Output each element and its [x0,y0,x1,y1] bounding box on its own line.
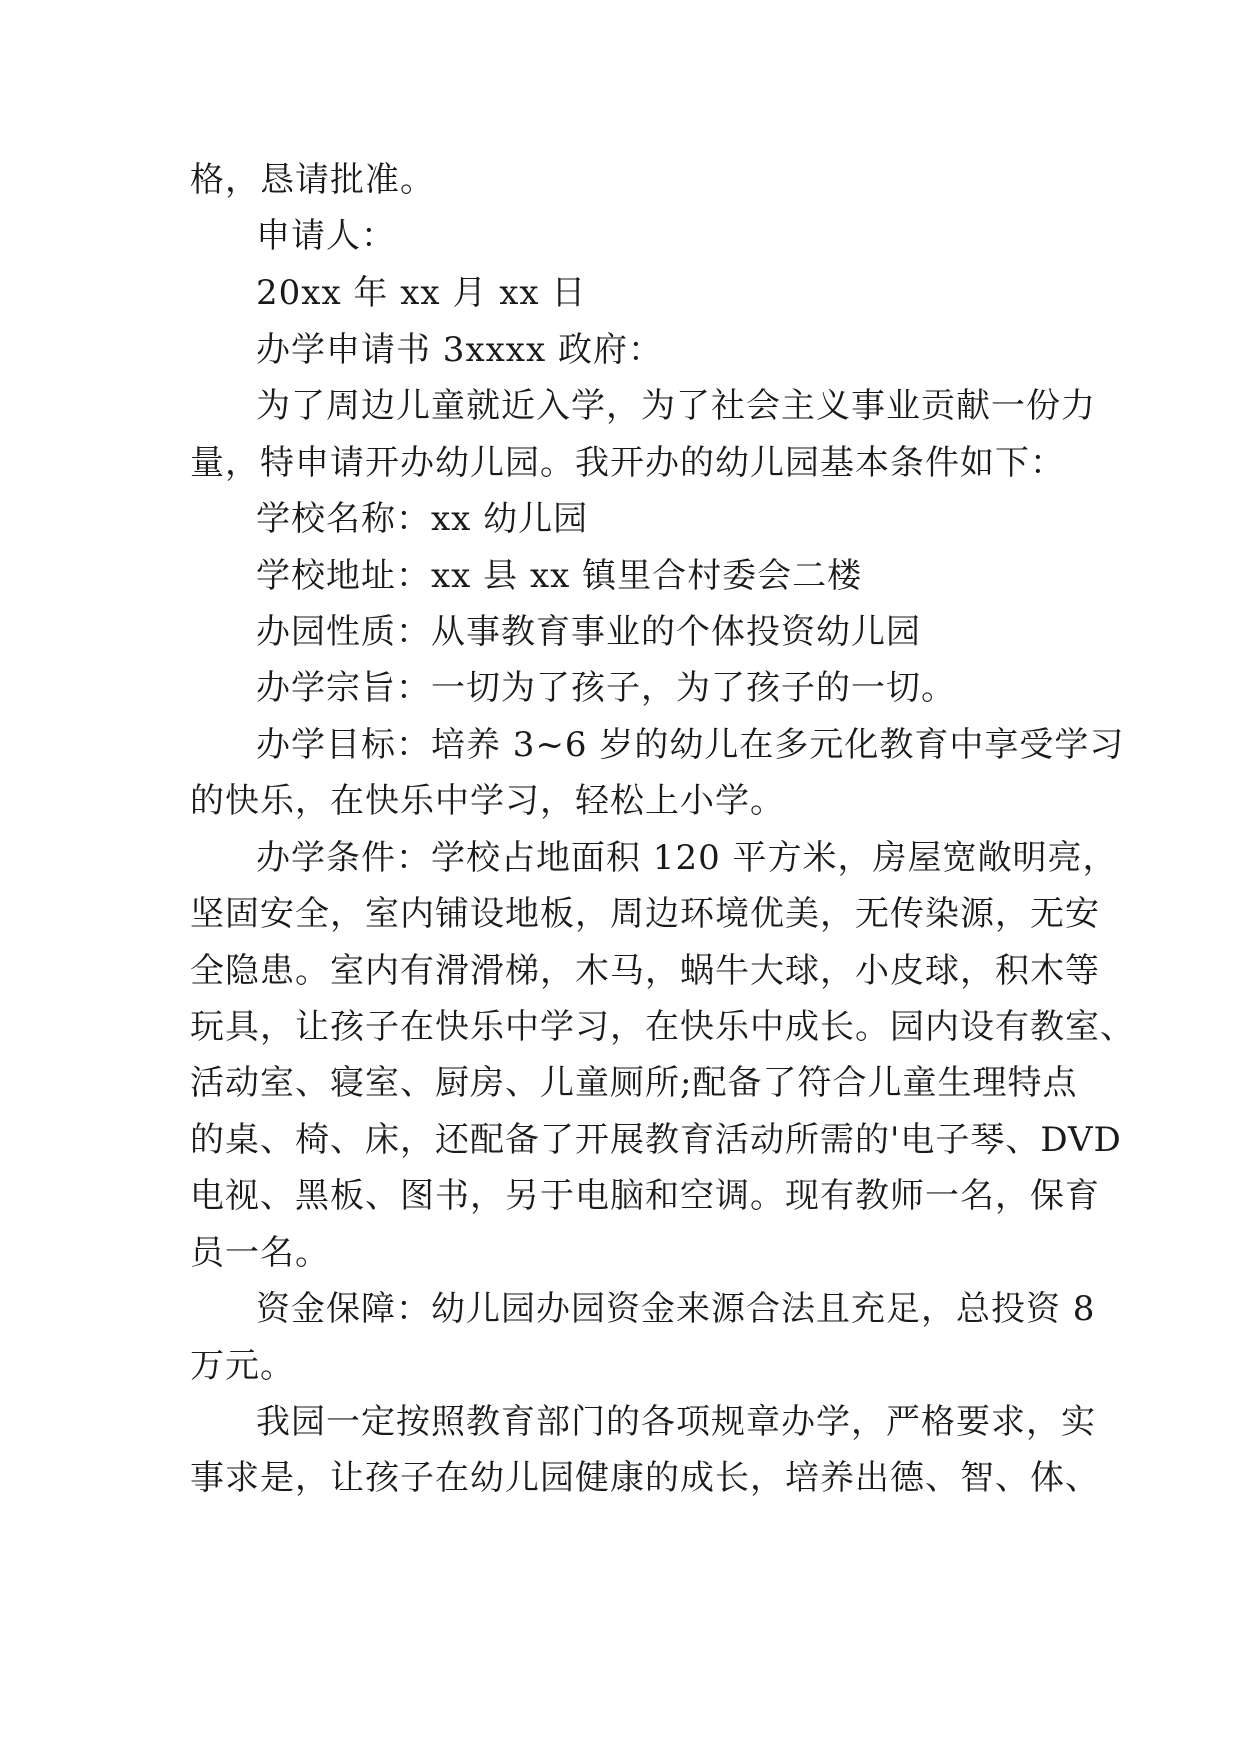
text-line-19: 电视、黑板、图书，另于电脑和空调。现有教师一名，保育 [190,1176,1100,1216]
text-line-4: 办学申请书 3xxxx 政府： [256,330,663,370]
text-line-9: 办园性质：从事教育事业的个体投资幼儿园 [256,612,921,652]
text-line-16: 玩具，让孩子在快乐中学习，在快乐中成长。园内设有教室、 [190,1007,1135,1047]
text-line-17: 活动室、寝室、厨房、儿童厕所;配备了符合儿童生理特点 [190,1063,1078,1103]
text-line-13: 办学条件：学校占地面积 120 平方米，房屋宽敞明亮， [256,838,1118,878]
text-line-10: 办学宗旨：一切为了孩子，为了孩子的一切。 [256,668,956,708]
text-line-24: 事求是，让孩子在幼儿园健康的成长，培养出德、智、体、 [190,1458,1100,1498]
text-line-3: 20xx 年 xx 月 xx 日 [256,273,587,313]
text-line-23: 我园一定按照教育部门的各项规章办学，严格要求，实 [256,1402,1096,1442]
text-line-20: 员一名。 [190,1233,330,1273]
text-line-21: 资金保障：幼儿园办园资金来源合法且充足，总投资 8 [256,1289,1096,1329]
text-line-8: 学校地址：xx 县 xx 镇里合村委会二楼 [256,556,863,596]
text-line-11: 办学目标：培养 3~6 岁的幼儿在多元化教育中享受学习 [256,725,1125,765]
text-line-1: 格，恳请批准。 [190,160,435,200]
text-line-6: 量，特申请开办幼儿园。我开办的幼儿园基本条件如下： [190,443,1065,483]
text-line-2: 申请人： [256,216,396,256]
text-line-15: 全隐患。室内有滑滑梯，木马，蜗牛大球，小皮球，积木等 [190,951,1100,991]
text-line-22: 万元。 [190,1346,295,1386]
text-line-18: 的桌、椅、床，还配备了开展教育活动所需的'电子琴、DVD [190,1120,1122,1160]
text-line-5: 为了周边儿童就近入学，为了社会主义事业贡献一份力 [256,386,1096,426]
text-line-14: 坚固安全，室内铺设地板，周边环境优美，无传染源，无安 [190,894,1100,934]
text-line-7: 学校名称：xx 幼儿园 [256,499,589,539]
text-line-12: 的快乐，在快乐中学习，轻松上小学。 [190,781,785,821]
